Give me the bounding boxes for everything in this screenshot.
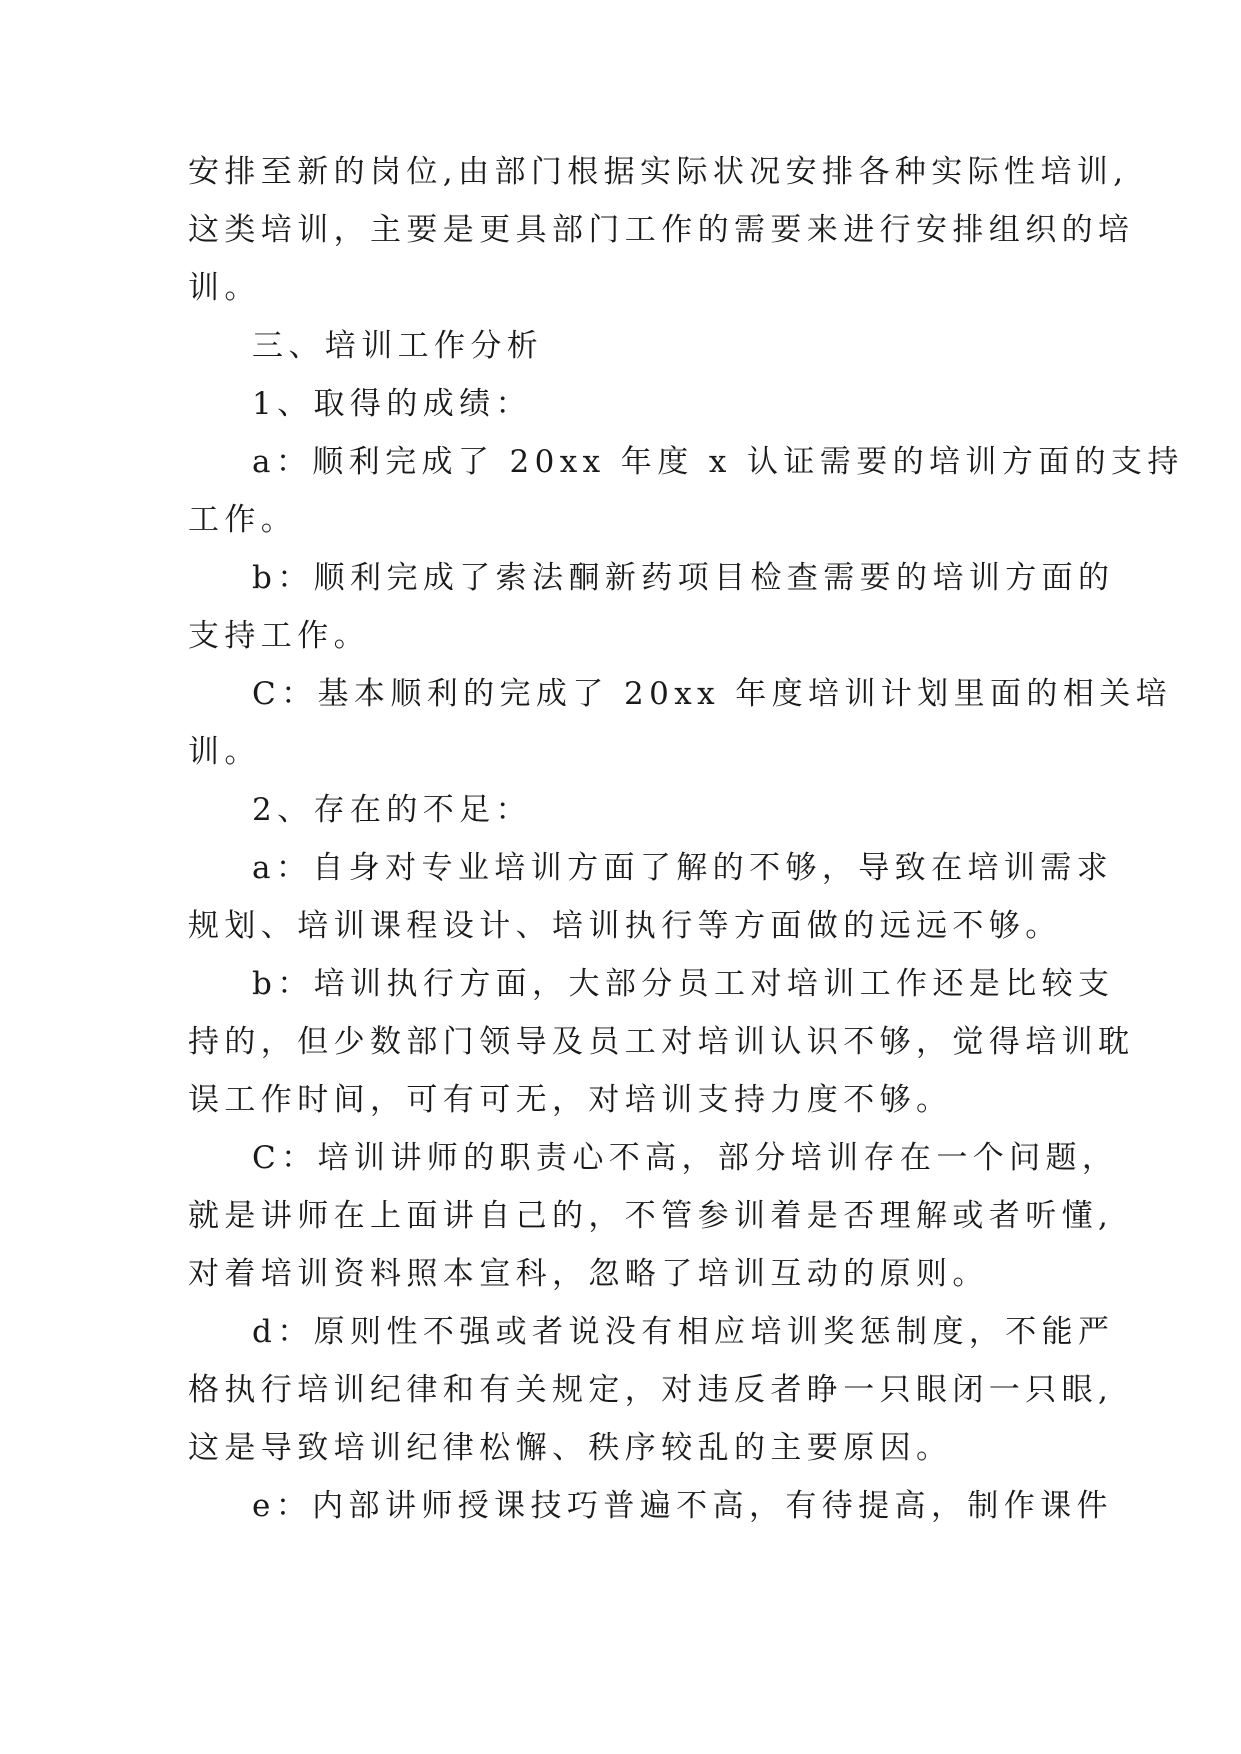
body-text-line: 安排至新的岗位,由部门根据实际状况安排各种实际性培训, [188, 154, 1129, 190]
list-item-a: a：自身对专业培训方面了解的不够，导致在培训需求 [252, 850, 1114, 886]
subsection-heading: 1、取得的成绩： [252, 386, 532, 422]
body-text-line: 误工作时间，可有可无，对培训支持力度不够。 [188, 1082, 953, 1118]
body-text-line: 这是导致培训纪律松懈、秩序较乱的主要原因。 [188, 1430, 953, 1466]
list-item-a: a：顺利完成了 20xx 年度 x 认证需要的培训方面的支持 [252, 444, 1184, 480]
body-text-line: 就是讲师在上面讲自己的，不管参训着是否理解或者听懂, [188, 1198, 1114, 1234]
body-text-line: 训。 [188, 734, 261, 770]
list-item-d: d：原则性不强或者说没有相应培训奖惩制度，不能严 [252, 1314, 1115, 1350]
body-text-line: 持的，但少数部门领导及员工对培训认识不够，觉得培训耽 [188, 1024, 1135, 1060]
list-item-b: b：顺利完成了索法酮新药项目检查需要的培训方面的 [252, 560, 1115, 596]
body-text-line: 支持工作。 [188, 618, 370, 654]
body-text-line: 格执行培训纪律和有关规定，对违反者睁一只眼闭一只眼, [188, 1372, 1114, 1408]
list-item-c: C：基本顺利的完成了 20xx 年度培训计划里面的相关培 [252, 676, 1173, 712]
body-text-line: 规划、培训课程设计、培训执行等方面做的远远不够。 [188, 908, 1062, 944]
list-item-c: C：培训讲师的职责心不高，部分培训存在一个问题， [252, 1140, 1119, 1176]
subsection-heading: 2、存在的不足： [252, 792, 532, 828]
list-item-b: b：培训执行方面，大部分员工对培训工作还是比较支 [252, 966, 1115, 1002]
body-text-line: 训。 [188, 270, 261, 306]
section-heading: 三、培训工作分析 [252, 328, 544, 364]
body-text-line: 对着培训资料照本宣科，忽略了培训互动的原则。 [188, 1256, 989, 1292]
body-text-line: 工作。 [188, 502, 298, 538]
body-text-line: 这类培训，主要是更具部门工作的需要来进行安排组织的培 [188, 212, 1135, 248]
list-item-e: e：内部讲师授课技巧普遍不高，有待提高，制作课件 [252, 1488, 1113, 1524]
